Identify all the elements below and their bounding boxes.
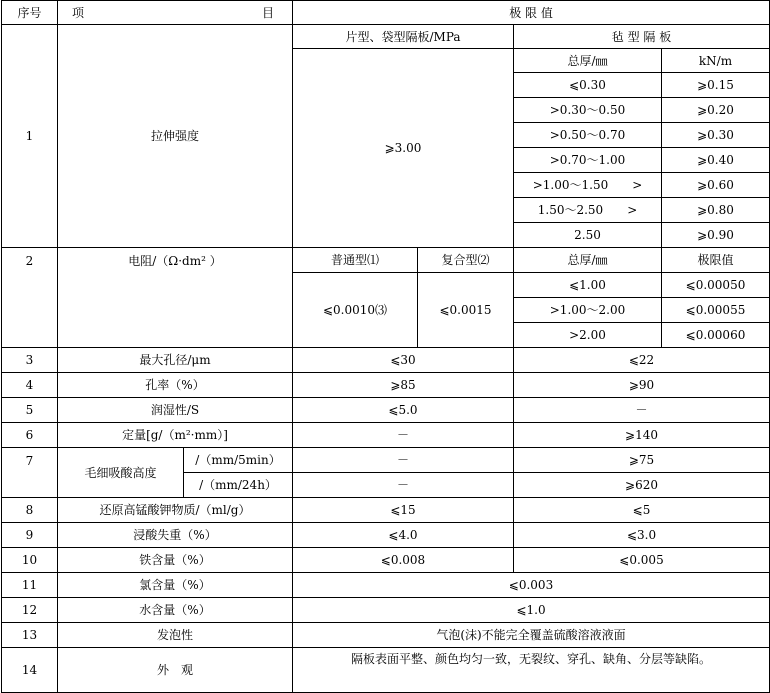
sheet-bag-header: 片型、袋型隔板/MPa <box>293 25 514 49</box>
row-value-b: ⩽0.005 <box>514 548 770 573</box>
row7-sub-24h: /（mm/24h） <box>184 473 293 498</box>
table-row <box>2 498 770 523</box>
row-value-b: ⩾75 <box>514 448 770 473</box>
row-value-b: ⩾140 <box>514 423 770 448</box>
row-value-a: － <box>293 423 514 448</box>
table-row <box>2 523 770 548</box>
row2-no: 2 <box>2 248 58 348</box>
table-row <box>2 623 770 648</box>
row-no: 9 <box>2 523 58 548</box>
row-value-b: ⩽5 <box>514 498 770 523</box>
row-name: 还原高锰酸钾物质/（ml/g） <box>58 498 293 523</box>
row-name: 最大孔径/μm <box>58 348 293 373</box>
table-row <box>2 573 770 598</box>
knm-cell: ⩾0.20 <box>662 98 770 123</box>
row1-no: 1 <box>2 25 58 248</box>
row-name: 浸酸失重（%） <box>58 523 293 548</box>
row2-thickness-header: 总厚/㎜ <box>514 248 662 273</box>
thickness-cell: >0.50～0.70 <box>514 123 662 148</box>
subheader-row <box>2 25 770 49</box>
row-value-a: ⩽15 <box>293 498 514 523</box>
knm-cell: ⩾0.80 <box>662 198 770 223</box>
composite-type-value: ⩽0.0015 <box>418 273 514 348</box>
thickness-cell: ⩽0.30 <box>514 73 662 98</box>
row-name: 孔率（%） <box>58 373 293 398</box>
row-value: ⩽0.003 <box>293 573 770 598</box>
row2-thickness-cell: >1.00～2.00 <box>514 298 662 323</box>
table-row <box>2 373 770 398</box>
knm-cell: ⩾0.90 <box>662 223 770 248</box>
table-row <box>2 598 770 623</box>
row2-thickness-cell: >2.00 <box>514 323 662 348</box>
knm-cell: ⩾0.30 <box>662 123 770 148</box>
table-row <box>2 423 770 448</box>
row-no: 13 <box>2 623 58 648</box>
row-value-a: ⩾85 <box>293 373 514 398</box>
table-row <box>2 398 770 423</box>
table-row <box>2 348 770 373</box>
row7-sub-5min: /（mm/5min） <box>184 448 293 473</box>
row-name: 水含量（%） <box>58 598 293 623</box>
row-value-a: ⩽5.0 <box>293 398 514 423</box>
table-row <box>2 548 770 573</box>
thickness-cell: 2.50 <box>514 223 662 248</box>
row-value-a: ⩽4.0 <box>293 523 514 548</box>
row-value-a: ⩽0.008 <box>293 548 514 573</box>
row-no: 7 <box>2 448 58 498</box>
normal-type-value: ⩽0.0010⑶ <box>293 273 418 348</box>
row-name: 定量[g/（m²·mm）] <box>58 423 293 448</box>
row-value-a: － <box>293 448 514 473</box>
table-row <box>2 648 770 693</box>
row-no: 4 <box>2 373 58 398</box>
knm-header: kN/m <box>662 49 770 73</box>
row-name: 润湿性/S <box>58 398 293 423</box>
header-item: 项 目 <box>58 1 293 25</box>
row1-name: 拉伸强度 <box>58 25 293 248</box>
row2-name: 电阻/（Ω·dm² ） <box>58 248 293 348</box>
header-row <box>2 1 770 25</box>
normal-type-header: 普通型⑴ <box>293 248 418 273</box>
thickness-cell: 1.50～2.50 > <box>514 198 662 223</box>
thickness-cell: >1.00～1.50 > <box>514 173 662 198</box>
row-value-b: ⩾620 <box>514 473 770 498</box>
row-no: 12 <box>2 598 58 623</box>
row-no: 3 <box>2 348 58 373</box>
row-no: 8 <box>2 498 58 523</box>
row-value-b: ⩽22 <box>514 348 770 373</box>
row-value-b: － <box>514 398 770 423</box>
row-value-a: － <box>293 473 514 498</box>
composite-type-header: 复合型⑵ <box>418 248 514 273</box>
row-no: 14 <box>2 648 58 693</box>
row1-sheet-value: ⩾3.00 <box>293 49 514 248</box>
header-limit: 极 限 值 <box>293 1 770 25</box>
row2-limit-header: 极限值 <box>662 248 770 273</box>
row2-limit-cell: ⩽0.00060 <box>662 323 770 348</box>
spec-table <box>1 0 770 693</box>
thickness-cell: >0.30～0.50 <box>514 98 662 123</box>
row-no: 6 <box>2 423 58 448</box>
row-no: 11 <box>2 573 58 598</box>
thickness-cell: >0.70～1.00 <box>514 148 662 173</box>
knm-cell: ⩾0.15 <box>662 73 770 98</box>
knm-cell: ⩾0.60 <box>662 173 770 198</box>
row-value-b: ⩾90 <box>514 373 770 398</box>
row-value-a: ⩽30 <box>293 348 514 373</box>
row-no: 5 <box>2 398 58 423</box>
glued-header: 毡 型 隔 板 <box>514 25 770 49</box>
row-no: 10 <box>2 548 58 573</box>
row-name: 氯含量（%） <box>58 573 293 598</box>
row-value: ⩽1.0 <box>293 598 770 623</box>
row2-header <box>2 248 770 273</box>
row2-thickness-cell: ⩽1.00 <box>514 273 662 298</box>
row-name: 铁含量（%） <box>58 548 293 573</box>
row-value: 气泡(沫)不能完全覆盖硫酸溶液液面 <box>293 623 770 648</box>
total-thickness-header: 总厚/㎜ <box>514 49 662 73</box>
row-name: 毛细吸酸高度 <box>58 448 184 498</box>
row2-limit-cell: ⩽0.00050 <box>662 273 770 298</box>
row2-limit-cell: ⩽0.00055 <box>662 298 770 323</box>
knm-cell: ⩾0.40 <box>662 148 770 173</box>
row-value: 隔板表面平整、颜色均匀一致，无裂纹、穿孔、缺角、分层等缺陷。 <box>293 648 770 693</box>
header-no: 序号 <box>2 1 58 25</box>
row-name: 发泡性 <box>58 623 293 648</box>
table-row <box>2 448 770 473</box>
row-name: 外 观 <box>58 648 293 693</box>
row-value-b: ⩽3.0 <box>514 523 770 548</box>
